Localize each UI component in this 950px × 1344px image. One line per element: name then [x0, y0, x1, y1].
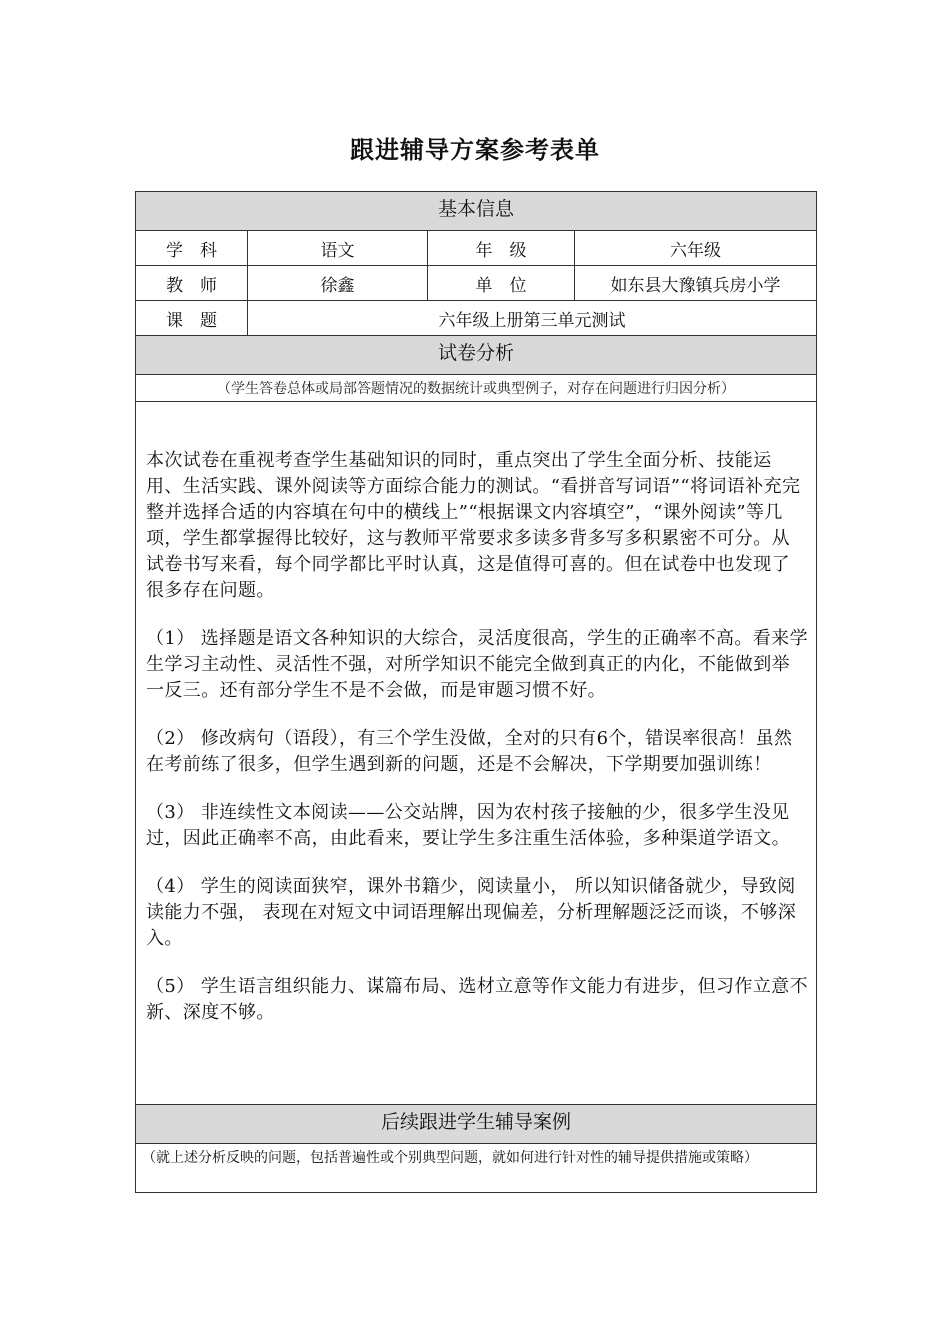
basic-info-header: 基本信息: [136, 192, 817, 231]
unit-label: 单 位: [428, 266, 575, 301]
analysis-paragraph-1: （1） 选择题是语文各种知识的大综合，灵活度很高，学生的正确率不高。看来学生学习主动性、灵活性不强，对所学知识不能完全做到真正的内化，不能做到举一反三。还有部分学生不是不会做，而是审题习惯不好。: [146, 628, 808, 701]
grade-label: 年 级: [428, 231, 575, 266]
subject-value: 语文: [248, 231, 428, 266]
analysis-body: [136, 402, 817, 1105]
document-title: 跟进辅导方案参考表单: [350, 136, 600, 164]
analysis-paragraph-2: （2） 修改病句（语段），有三个学生没做，全对的只有6个，错误率很高！虽然在考前练了很多，但学生遇到新的问题，还是不会解决，下学期要加强训练！: [146, 728, 793, 775]
analysis-paragraph-4: （4） 学生的阅读面狭窄，课外书籍少，阅读量小， 所以知识储备就少，导致阅读能力不强， 表现在对短文中词语理解出现偏差，分析理解题泛泛而谈，不够深入。: [146, 876, 797, 949]
form-table: [135, 191, 817, 1193]
analysis-paragraph-intro: 本次试卷在重视考查学生基础知识的同时，重点突出了学生全面分析、技能运用、生活实践、课外阅读等方面综合能力的测试。“看拼音写词语”“将词语补充完整并选择合适的内容填在句中的横线上”“根据课文内容填空”，“课外阅读”等几项，学生都掌握得比较好，这与教师平常要求多读多背多写多积累密不可分。从试卷书写来看，每个同学都比平时认真，这是值得可喜的。但在试卷中也发现了很多存在问题。: [146, 450, 801, 601]
follow-up-header: 后续跟进学生辅导案例: [136, 1105, 817, 1144]
unit-value: 如东县大豫镇兵房小学: [575, 266, 817, 301]
teacher-value: 徐鑫: [248, 266, 428, 301]
teacher-label: 教 师: [136, 266, 248, 301]
analysis-note: （学生答卷总体或局部答题情况的数据统计或典型例子，对存在问题进行归因分析）: [136, 375, 817, 402]
topic-value: 六年级上册第三单元测试: [248, 301, 817, 336]
analysis-paragraph-3: （3） 非连续性文本阅读——公交站牌，因为农村孩子接触的少，很多学生没见过，因此正确率不高，由此看来，要让学生多注重生活体验，多种渠道学语文。: [146, 802, 790, 849]
analysis-paragraph-5: （5） 学生语言组织能力、谋篇布局、选材立意等作文能力有进步，但习作立意不新、深度不够。: [146, 976, 808, 1023]
follow-up-note: （就上述分析反映的问题，包括普遍性或个别典型问题，就如何进行针对性的辅导提供措施或策略）: [136, 1144, 817, 1193]
subject-label: 学 科: [136, 231, 248, 266]
analysis-header: 试卷分析: [136, 336, 817, 375]
topic-label: 课 题: [136, 301, 248, 336]
grade-value: 六年级: [575, 231, 817, 266]
